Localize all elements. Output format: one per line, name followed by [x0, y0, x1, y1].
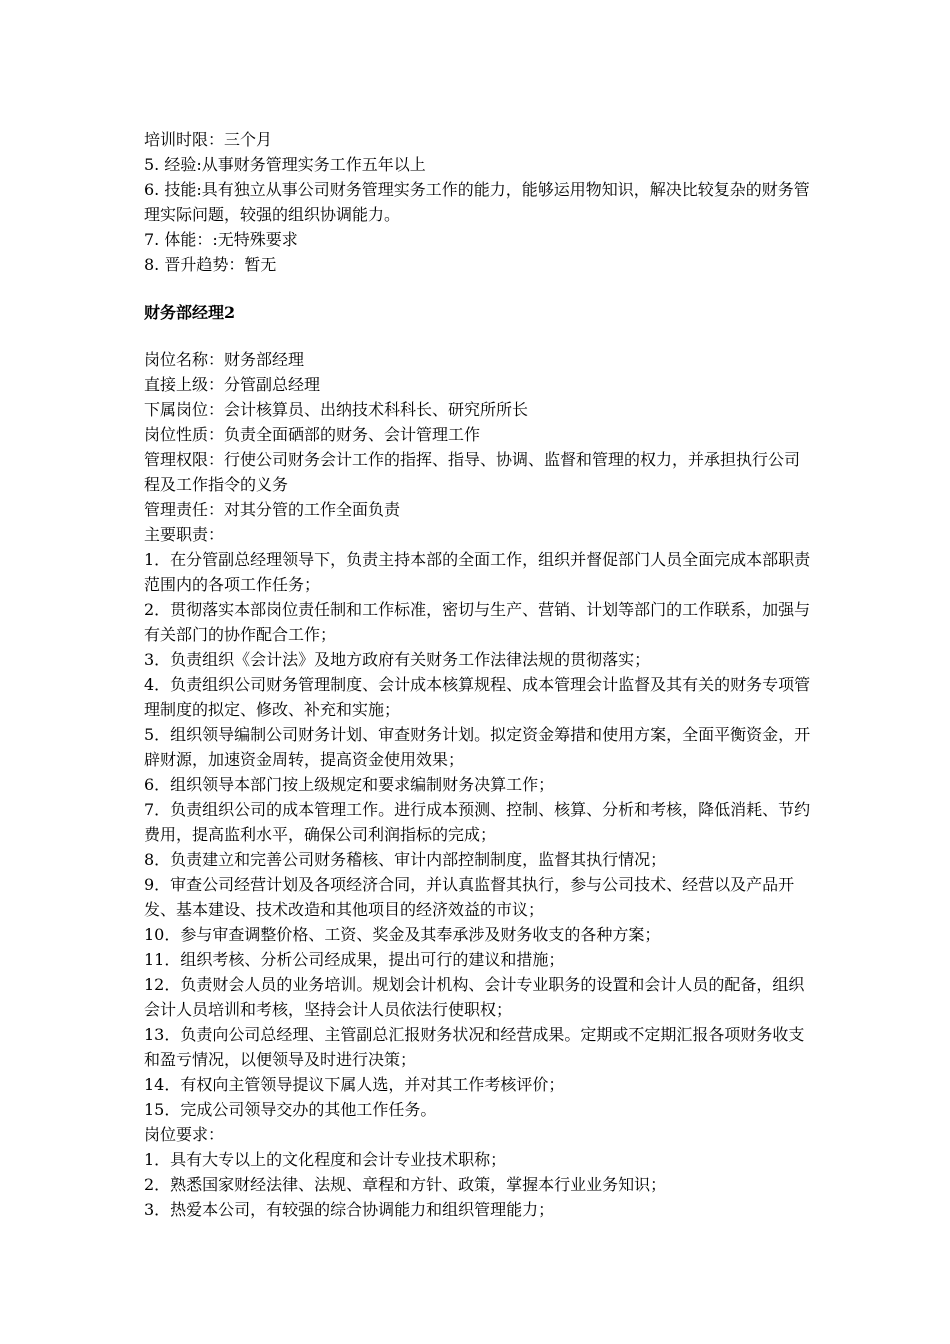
physical-line: 7. 体能：:无特殊要求	[144, 230, 298, 249]
duty-item: 2．贯彻落实本部岗位责任制和工作标准，密切与生产、营销、计划等部门的工作联系，加强与有关部门的协作配合工作；	[144, 600, 811, 644]
field-position-name: 岗位名称：财务部经理	[144, 350, 305, 369]
field-direct-superior: 直接上级：分管副总经理	[144, 375, 321, 394]
field-subordinates: 下属岗位：会计核算员、出纳技术科科长、研究所所长	[144, 400, 529, 419]
field-authority: 管理权限：行使公司财务会计工作的指挥、指导、协调、监督和管理的权力，并承担执行公司程及工作指令的义务	[144, 450, 801, 494]
duty-item: 10．参与审查调整价格、工资、奖金及其奉承涉及财务收支的各种方案；	[144, 925, 661, 944]
document-body	[144, 127, 814, 1222]
requirement-item: 3．热爱本公司，有较强的综合协调能力和组织管理能力；	[144, 1200, 555, 1219]
field-position-nature: 岗位性质：负责全面硒部的财务、会计管理工作	[144, 425, 481, 444]
duties-list	[144, 547, 814, 1122]
duty-item: 6．组织领导本部门按上级规定和要求编制财务决算工作；	[144, 775, 555, 794]
duties-label: 主要职责：	[144, 525, 225, 544]
requirement-item: 1．具有大专以上的文化程度和会计专业技术职称；	[144, 1150, 507, 1169]
duty-item: 3．负责组织《会计法》及地方政府有关财务工作法律法规的贯彻落实；	[144, 650, 651, 669]
duty-item: 15．完成公司领导交办的其他工作任务。	[144, 1100, 437, 1119]
duty-item: 4．负责组织公司财务管理制度、会计成本核算规程、成本管理会计监督及其有关的财务专项管理制度的拟定、修改、补充和实施；	[144, 675, 811, 719]
duty-item: 8．负责建立和完善公司财务稽核、审计内部控制制度，监督其执行情况；	[144, 850, 667, 869]
duty-item: 14．有权向主管领导提议下属人选，并对其工作考核评价；	[144, 1075, 565, 1094]
duty-item: 1．在分管副总经理领导下，负责主持本部的全面工作，组织并督促部门人员全面完成本部职责范围内的各项工作任务；	[144, 550, 811, 594]
requirements-label: 岗位要求：	[144, 1125, 225, 1144]
duty-item: 5．组织领导编制公司财务计划、审查财务计划。拟定资金筹措和使用方案，全面平衡资金，开辟财源，加速资金周转，提高资金使用效果；	[144, 725, 811, 769]
duty-item: 12．负责财会人员的业务培训。规划会计机构、会计专业职务的设置和会计人员的配备，组织会计人员培训和考核，坚持会计人员依法行使职权；	[144, 975, 805, 1019]
requirements-list	[144, 1147, 814, 1222]
requirement-item: 2．熟悉国家财经法律、法规、章程和方针、政策，掌握本行业业务知识；	[144, 1175, 667, 1194]
duty-item: 11．组织考核、分析公司经成果，提出可行的建议和措施；	[144, 950, 565, 969]
duty-item: 7．负责组织公司的成本管理工作。进行成本预测、控制、核算、分析和考核，降低消耗、节约费用，提高监利水平，确保公司利润指标的完成；	[144, 800, 811, 844]
section-title: 财务部经理2	[144, 303, 236, 322]
spacer	[144, 277, 814, 300]
spacer	[144, 325, 814, 347]
duty-item: 9．审查公司经营计划及各项经济合同，并认真监督其执行，参与公司技术、经营以及产品开发、基本建设、技术改造和其他项目的经济效益的市议；	[144, 875, 795, 919]
experience-line: 5. 经验:从事财务管理实务工作五年以上	[144, 155, 426, 174]
duty-item: 13．负责向公司总经理、主管副总汇报财务状况和经营成果。定期或不定期汇报各项财务收支和盈亏情况，以便领导及时进行决策；	[144, 1025, 805, 1069]
training-period-line: 培训时限：三个月	[144, 130, 273, 149]
field-responsibility: 管理责任：对其分管的工作全面负责	[144, 500, 401, 519]
skill-line: 6. 技能:具有独立从事公司财务管理实务工作的能力，能够运用物知识，解决比较复杂的财务管理实际问题，较强的组织协调能力。	[144, 180, 810, 224]
promotion-line: 8. 晋升趋势：暂无	[144, 255, 277, 274]
